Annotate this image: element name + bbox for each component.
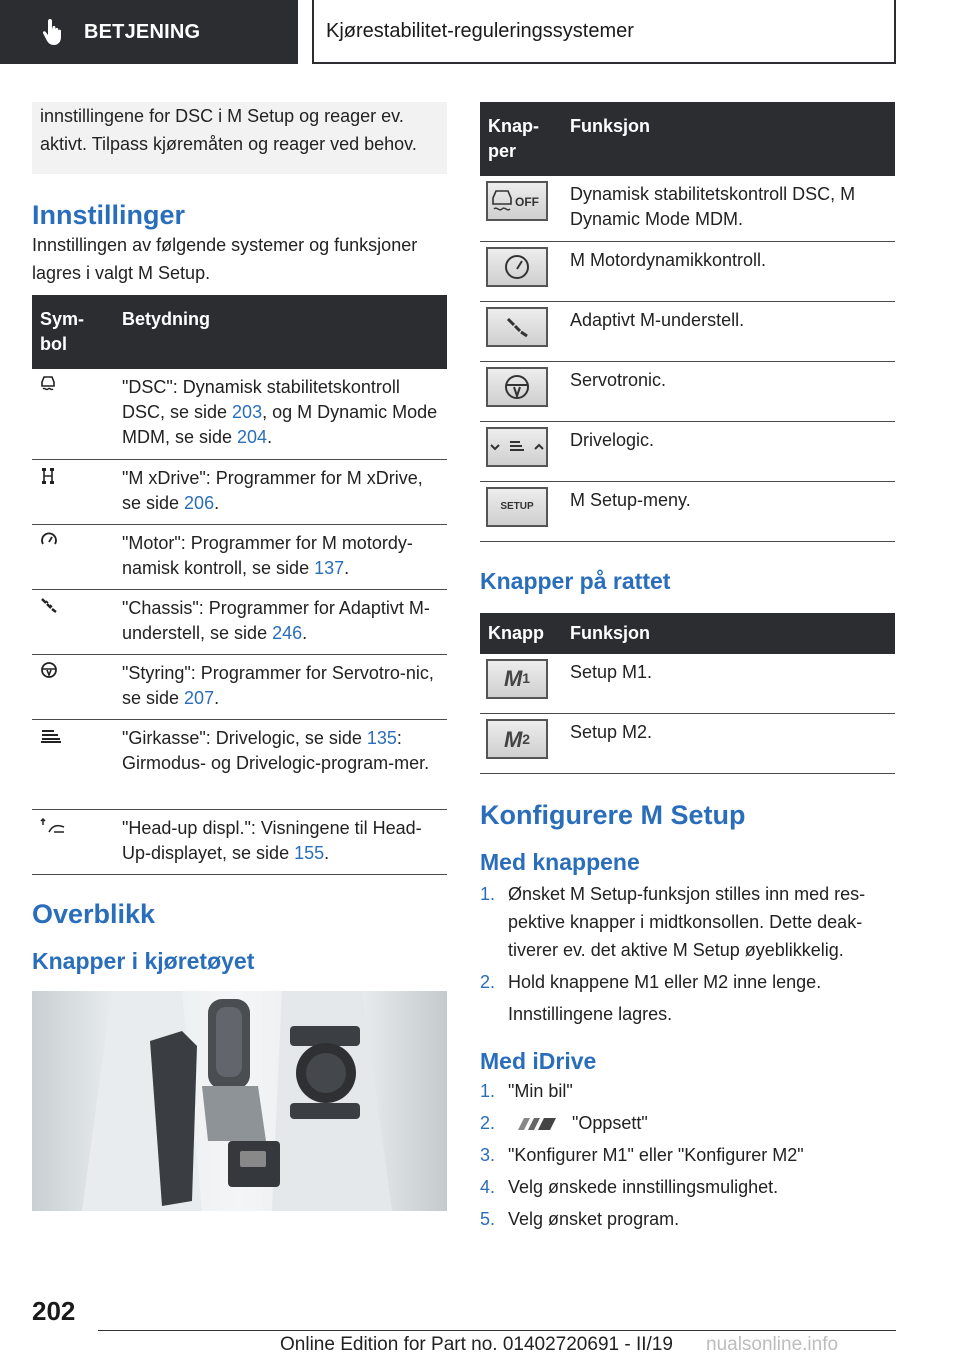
list-item: 5. Velg ønsket program.: [480, 1209, 680, 1229]
symbol-column-header: Sym-bol: [32, 295, 114, 369]
table-row: [480, 714, 895, 774]
steering-wheel-icon: [40, 661, 58, 679]
meaning-cell: "Girkasse": Drivelogic, se side 135: Girmodus- og Drivelogic-program-mer.: [114, 719, 447, 809]
symbol-table-header: [32, 295, 447, 369]
button-column-header: Knapp: [480, 613, 562, 654]
table-row: [32, 589, 447, 654]
button-cell: [480, 714, 562, 774]
table-row: [480, 176, 895, 241]
gauge-button-icon: [486, 247, 548, 287]
meaning-column-header: Betydning: [114, 295, 447, 369]
table-row: [32, 809, 447, 874]
symbol-cell: [32, 369, 114, 459]
steering-button-icon: [486, 367, 548, 407]
chassis-icon: [40, 596, 58, 614]
meaning-cell: "Chassis": Programmer for Adaptivt M-understell, se side 246.: [114, 589, 447, 654]
page-link[interactable]: 204: [237, 427, 268, 447]
table-row: [480, 301, 895, 361]
page-link[interactable]: 206: [184, 492, 215, 513]
symbol-cell: [32, 459, 114, 524]
configure-heading: Konfigurere M Setup: [480, 800, 746, 830]
svg-text:OFF: OFF: [515, 195, 539, 209]
symbol-cell: [32, 809, 114, 874]
settings-text: Innstillingen av følgende systemer og funksjoner lagres i valgt M Setup.: [32, 235, 418, 283]
button-cell: [480, 654, 562, 714]
saved-text: Innstillingene lagres.: [508, 1004, 673, 1024]
page-link[interactable]: 246: [272, 622, 303, 643]
table-row: [32, 369, 447, 459]
meaning-cell: "Motor": Programmer for M motordy-namisk kontroll, se side 137.: [114, 524, 447, 589]
center-console-illustration: [32, 991, 447, 1211]
symbol-cell: [32, 524, 114, 589]
list-item: 2. Hold knappene M1 eller M2 inne lenge.: [480, 972, 822, 992]
table-row: [480, 241, 895, 301]
meaning-cell: "DSC": Dynamisk stabilitetskontroll DSC, se side 203, og M Dynamic Mode MDM, se side 204.: [114, 369, 447, 459]
symbol-table: [32, 295, 447, 875]
list-item: 4. Velg ønskede innstillingsmulighet.: [480, 1177, 779, 1197]
page-link[interactable]: 203: [232, 402, 263, 422]
table-row: [32, 524, 447, 589]
overview-heading: Overblikk: [32, 898, 156, 929]
hand-pointer-icon: [42, 18, 64, 46]
symbol-cell: [32, 654, 114, 719]
table-row: [480, 421, 895, 481]
symbol-cell: [32, 589, 114, 654]
button-cell: [480, 241, 562, 301]
section-label: BETJENING: [84, 20, 201, 43]
edition-text: Online Edition for Part no. 01402720691 - II/19: [280, 1334, 673, 1355]
drivelogic-button-icon: [486, 427, 548, 467]
chapter-header: [312, 0, 896, 64]
with-buttons-heading: Med knappene: [480, 849, 640, 875]
list-item: 3. "Konfigurer M1" eller "Konfigurer M2": [480, 1145, 804, 1165]
gauge-icon: [40, 531, 58, 549]
idrive-steps: [480, 1077, 895, 1233]
chapter-title: Kjørestabilitet-reguleringssystemer: [326, 19, 634, 42]
table-row: [32, 719, 447, 809]
head-up-icon: [40, 816, 66, 834]
buttons-table-header: [480, 102, 895, 176]
page-link[interactable]: 207: [184, 687, 215, 708]
dsc-icon: [40, 375, 56, 393]
function-cell: Adaptivt M-understell.: [562, 301, 895, 361]
table-row: [480, 481, 895, 541]
meaning-cell: "M xDrive": Programmer for M xDrive, se side 206.: [114, 459, 447, 524]
function-cell: Servotronic.: [562, 361, 895, 421]
button-cell: [480, 361, 562, 421]
xdrive-icon: [40, 466, 56, 486]
button-cell: [480, 421, 562, 481]
table-row: [32, 459, 447, 524]
chassis-button-icon: [486, 307, 548, 347]
page-link[interactable]: 137: [314, 557, 345, 578]
gearbox-icon: [40, 728, 62, 744]
left-column: [32, 102, 447, 1211]
settings-heading: Innstillinger: [32, 200, 186, 230]
buttons-column-header: Knap-per: [480, 102, 562, 176]
list-item: 1. Ønsket M Setup-funksjon stilles inn med res-pektive knapper i midtkonsollen. Dette deak-tiverer ev. det aktive M Setup øyeblikkelig.: [480, 884, 866, 960]
meaning-cell: "Styring": Programmer for Servotro-nic, se side 207.: [114, 654, 447, 719]
function-cell: Dynamisk stabilitetskontroll DSC, M Dynamic Mode MDM.: [562, 176, 895, 241]
list-item: 1. "Min bil": [480, 1081, 573, 1101]
wheel-buttons-heading: Knapper på rattet: [480, 567, 671, 594]
function-cell: M Motordynamikkontroll.: [562, 241, 895, 301]
page-number: 202: [32, 1296, 76, 1326]
buttons-table: [480, 102, 895, 542]
button-cell: [480, 301, 562, 361]
table-row: [480, 361, 895, 421]
m2-button-icon: M 2: [486, 719, 548, 759]
button-cell: [480, 176, 562, 241]
setup-button-icon: [486, 487, 548, 527]
function-cell: Setup M1.: [562, 654, 895, 714]
table-row: [480, 654, 895, 714]
page-link[interactable]: 155: [294, 842, 325, 863]
meaning-cell: "Head-up displ.": Visningene til Head-Up-displayet, se side 155.: [114, 809, 447, 874]
symbol-cell: [32, 719, 114, 809]
function-column-header: Funksjon: [562, 613, 895, 654]
list-item: 2. "Oppsett": [480, 1113, 648, 1133]
function-column-header: Funksjon: [562, 102, 895, 176]
watermark: nualsonline.info: [706, 1334, 839, 1355]
section-tab: [0, 0, 298, 64]
page-link[interactable]: 135: [366, 727, 397, 748]
with-idrive-heading: Med iDrive: [480, 1048, 597, 1074]
wheel-table-header: [480, 613, 895, 654]
function-cell: M Setup-meny.: [562, 481, 895, 541]
m-logo-icon: [508, 1116, 566, 1132]
button-cell: [480, 481, 562, 541]
right-column: [480, 102, 895, 1237]
center-console-photo: [32, 991, 447, 1211]
footer-divider: [98, 1330, 896, 1331]
function-cell: Setup M2.: [562, 714, 895, 774]
dsc-off-button-icon: [486, 181, 548, 221]
with-buttons-steps: [480, 880, 895, 996]
setup-button-label: SETUP: [500, 501, 534, 512]
function-cell: Drivelogic.: [562, 421, 895, 481]
intro-note: innstillingene for DSC i M Setup og reager ev. aktivt. Tilpass kjøremåten og reager ved behov.: [32, 102, 447, 174]
m1-button-icon: M 1: [486, 659, 548, 699]
car-buttons-heading: Knapper i kjøretøyet: [32, 947, 255, 974]
wheel-buttons-table: [480, 613, 895, 775]
table-row: [32, 654, 447, 719]
